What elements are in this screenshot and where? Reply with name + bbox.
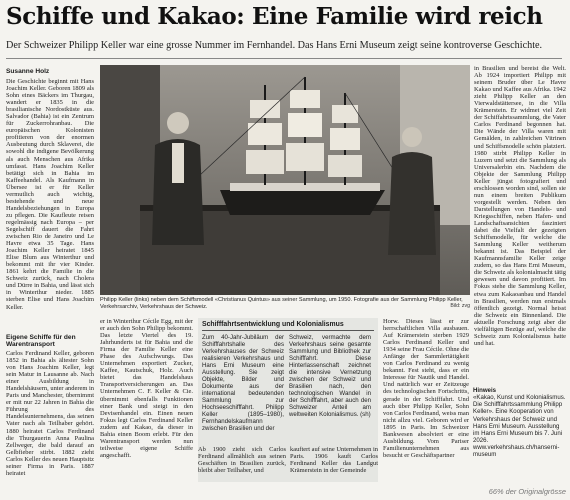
scale-note: 66% der Originalgrösse xyxy=(488,487,566,496)
article-column-2 xyxy=(100,318,193,492)
hint-title: Hinweis xyxy=(473,387,497,394)
body-paragraph: Die Geschichte beginnt mit Hans Joachim Keller. Geboren 1809 als Sohn eines Bäckers im Thurgau, wandert er 1835 in die brasilianische Nordostküste aus. Salvador (Bahia) ist ein Zentrum für Zuckerrohranbau. Die europäischen Kolonisten profitieren von der enormen Ausbeutung durch Sklaverei, die sowohl die indigene Bevölkerung als auch Menschen aus Afrika umfasst. Hans Joachim Keller betätigt sich in Bahia im Kaffeehandel. Als Kaufmann in Übersee ist er für Keller vermutlich auch wichtig, bestehende und neue Handelsbeziehungen in Europa zu pflegen. Die Kaufleute reisen regelmässig nach Europa – per Segelschiff dauert die Fahrt zwischen Rio de Janeiro und Le Havre etwa 35 Tage. Hans Joachim Keller heiratet 1845 Elise Blum aus Winterthur und bekommt mit ihr vier Kinder. 1861 kehrt die Familie in die Schweiz zurück, nach Cholera und Dürre in Bahia, und lässt sich in Winterthur nieder. 1885 sterben Elise und Hans Joachim Keller. xyxy=(6,78,94,311)
photo-caption: Philipp Keller (links) neben dem Schiffsmodell «Christianus Quintus» aus seiner Sammlung, um 1950. Fotografie aus der Sammlung Philipp Keller, Verkehrsarchiv, Verkehrshaus der Schweiz. xyxy=(100,297,463,310)
photo-credit: Bild: zvg xyxy=(450,303,470,309)
body-paragraph: kauftert auf seine Unternehmen in Paris. 1906 kauft Carlos Ferdinand Keller das Landgut Krämerstein in der Gemeinde xyxy=(290,446,378,475)
body-paragraph: Carlos Ferdinand Keller, geboren 1852 in Bahia als ältester Sohn von Hans Joachim Keller, legt sein Matur in Lausanne ab. Nach einer Ausbildung in Handelshäusern, unter anderem in Paris und Manchester, übernimmt er mit nur 22 Jahren in Bahia die Führung des Handelsunternehmens, das seinen Vater nach als Teilhaber gehört. 1880 heiratet Carlos Ferdinand die Thurgauerin Anna Paulina Zellweger, die bald darauf an Gelbfieber stirbt. 1882 zieht Carlos Keller des neuen Hauptsitz seiner Firma in Paris. 1887 heiratet xyxy=(6,350,94,477)
article-column-1 xyxy=(6,78,94,352)
info-box-rule xyxy=(202,330,374,331)
body-paragraph: er in Winterthur Cécile Egg, mit der er auch den Sohn Philipp bekommt. Das letzte Viertel des 19. Jahrhunderts ist für Bahia und die Firma der Familie Keller eine Phase des Aufschwungs. Das Unternehmen exportiert Zucker, Kaffee, Kautschuk, Holz. Auch bietet das Handelshaus Transportversicherungen an. Das Unternehmen C. F. Keller & Cie. übernimmt ebenfalls Funktionen einer Bank und steigt in den Devisenhandel ein. Einen neuen Fokus legt Carlos Ferdinand Keller zudem auf Kakao, da dieser in Bahia einen Boom erlebt. Für den Warentransport werden nun teilweise eigene Schiffe angeschafft. xyxy=(100,318,193,459)
exhibition-hint xyxy=(473,387,566,459)
header-rule xyxy=(6,58,562,59)
subheading: Eigene Schiffe für den Warentransport xyxy=(6,334,76,349)
article-column-3b xyxy=(290,446,378,492)
info-box-text-right: Schweiz, vermachte dem Verkehrshaus seine gesamte Sammlung und Bibliothek zur Schifffahrt. Diese Hinterlassenschaft zeichnet die intensive Vernetzung zwischen der Schweiz und Brasilien nach, den technologischen Wandel in der Schifffahrt, aber auch den Schweizer Anteil am weltweiten Kolonialismus. (sh) xyxy=(289,334,371,418)
body-paragraph: in Brasilien und bereist die Welt. Ab 1924 importiert Philipp mit seinem Bruder über Le Havre Kakao und Kaffee aus Afrika. 1942 zieht Philipp Keller an den Vierwaldstättersee, in die Villa Krämerstein. Er widmet viel Zeit der Schiffahrtssammlung, die Vater Carlos Ferdinand begonnen hat. Die Wände der Villa waren mit Gemälden, in zahlreichen Vitrinen und Schiffsmodelle schön platziert. 1980 stirbt Philipp Keller in Luzern und setzt die Sammlung als Universalerbin ein. Nachdem die Objekte der Sammlung Philipp Keller jüngst fotografiert und erschlossen worden sind, sollen sie nun einem breiten Publikum vorgestellt werden. Neben den Darstellungen von Handels- und Kriegsschiffen, neben Hafen- und Landschaftsansichten fasziniert dabei die Vielfalt der gezeigten Schiffsmodelle, für welche die Sammlung Keller weitherum bekannt ist. Das Beispiel der Kaufmannsfamilie Keller zeige zudem, so das Hans Erni Museum, die Schweiz als kolonialmacht tätig gewesen und davon profitiert. Im Fokus stehe die Sammlung Keller, etwa zum Kakaoanbau und Handel in Brasilien, werden nun erstmals öffentlich gezeigt. Normal heisst die Schweiz ein Binnenland. Die aktuelle Forschung zeigt aber die vielfältigen Bezüge auf, welche die Schweiz zum Kolonialismus hatte und hat. xyxy=(474,65,566,347)
hint-text: «Kakao, Kunst und Kolonialismus. Die Schifffahrtssammlung Philipp Keller». Eine Kooperation von Verkehrshaus der Schweiz und Hans Erni Museum. Ausstellung im Hans Erni Museum bis 7. Juni 2026. www.verkehrshaus.ch/hanserni-museum xyxy=(473,394,566,459)
headline: Schiffe und Kakao: Eine Familie wird reich xyxy=(6,3,543,30)
article-column-3 xyxy=(198,446,286,492)
article-column-1b xyxy=(6,350,94,492)
lead-text: Der Schweizer Philipp Keller war eine grosse Nummer im Fernhandel. Das Hans Erni Museum zeigt seine kontroverse Geschichte. xyxy=(6,40,543,51)
article-column-5 xyxy=(474,65,566,381)
article-photo xyxy=(100,65,470,295)
ship-model-photo xyxy=(100,65,470,295)
article-column-4 xyxy=(383,318,469,492)
info-box-text-left: Zum 40-Jahr-Jubiläum der Schifffahrtshalle des Verkehrshauses der Schweiz realisieren Verkehrshaus und Hans Erni Museum eine Ausstellung. Sie zeigt Objekte, Bilder und Dokumente aus der international bedeutenden Sammlung zur Hochseeschifffahrt. Philipp Keller (1895–1980), Fernhandelskaufmann zwischen Brasilien und der xyxy=(202,334,284,432)
author: Susanne Holz xyxy=(6,68,50,75)
body-paragraph: Horw. Dieses lässt er zur herrschaftlichen Villa ausbauen. Auf Krämerstein sterben 1929 Carlos Ferdinand Keller und 1934 seine Frau Cécile. Ohne die Anfänge der Sammlertätigkeit von Carlos Ferdinand zu wenig bekannt. Fest steht, dass er ein Interesse für Nautik und Handel. Und natürlich war er Zeitzeuge des technologischen Fortschritts, gerade in der Schifffahrt. Und auch über Philipp Keller, Sohn von Carlos Ferdinand, weiss man nicht allzu viel. Geboren wird er 1895 in Paris. Im Schweizer Bankwesen absolviert er eine Ausbildung. Vom Pariser Familienunternehmen aus besucht er Geschäftspartner xyxy=(383,318,469,459)
info-box-title: Schifffahrtsentwicklung und Kolonialismus xyxy=(202,321,344,328)
body-paragraph: Ab 1900 zieht sich Carlos Ferdinand allmählich aus seinen Geschäften in Brasilien zurück, bleibt aber Teilhaber, und xyxy=(198,446,286,475)
